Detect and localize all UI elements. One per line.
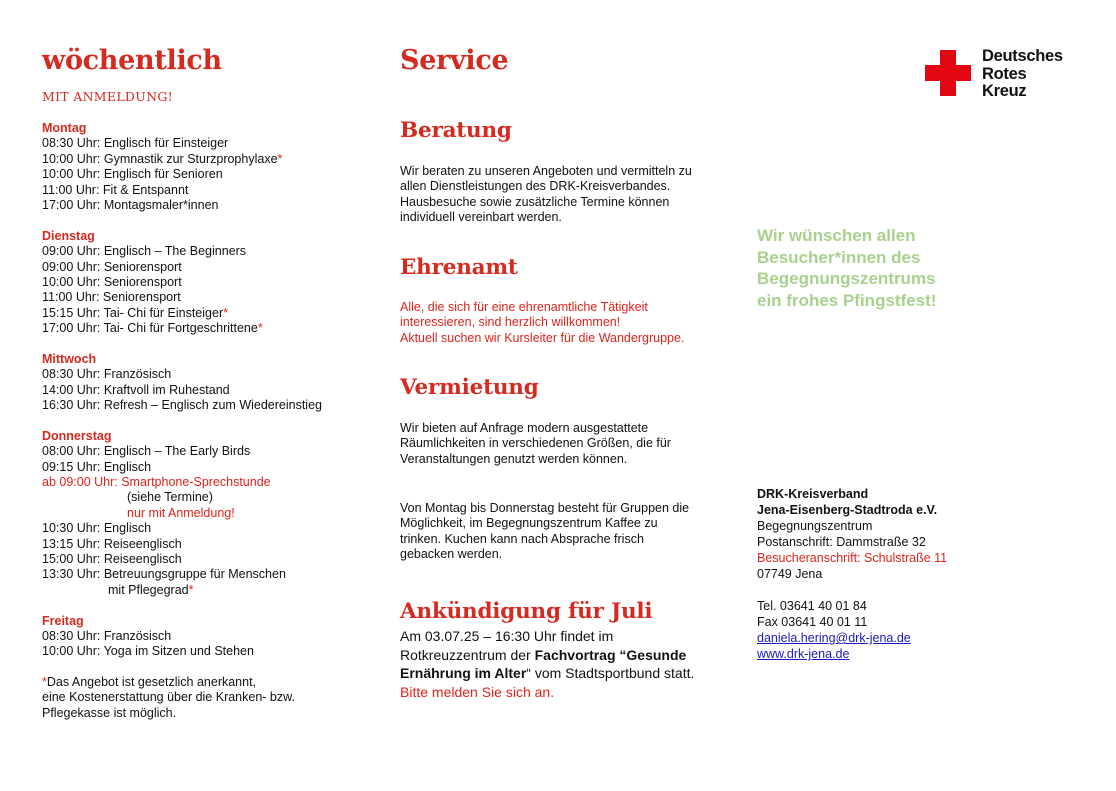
day-friday: Freitag xyxy=(42,613,84,628)
beratung-heading: Beratung xyxy=(400,118,512,143)
weekly-title: wöchentlich xyxy=(42,45,222,76)
registration-required-note: nur mit Anmeldung! xyxy=(127,505,235,520)
vermietung-text: Wir bieten auf Anfrage modern ausgestattete Räumlichkeiten in verschiedenen Größen, die für Veranstaltungen genutzt werden können. xyxy=(400,421,671,466)
registration-note: MIT ANMELDUNG! xyxy=(42,89,173,104)
announcement-heading: Ankündigung für Juli xyxy=(400,599,653,624)
list-item: 09:00 Uhr: Seniorensport xyxy=(42,259,182,274)
list-item: 13:15 Uhr: Reiseenglisch xyxy=(42,536,182,551)
announcement-text: Am 03.07.25 – 16:30 Uhr findet im Rotkreuzzentrum der Fachvortrag “Gesunde Ernährung im Alter“ vom Stadtsportbund statt. Bitte melden Sie sich an. xyxy=(400,628,695,700)
red-cross-icon xyxy=(925,50,971,96)
list-item: 08:00 Uhr: Englisch – The Early Birds xyxy=(42,444,251,459)
list-item: 14:00 Uhr: Kraftvoll im Ruhestand xyxy=(42,382,230,397)
day-thursday: Donnerstag xyxy=(42,428,112,443)
day-monday: Montag xyxy=(42,121,87,135)
list-item: 11:00 Uhr: Seniorensport xyxy=(42,290,181,305)
day-tuesday: Dienstag xyxy=(42,228,95,243)
place-name: Begegnungszentrum xyxy=(757,519,873,533)
list-item: 08:30 Uhr: Französisch xyxy=(42,628,172,643)
list-item: 17:00 Uhr: Montagsmaler*innen xyxy=(42,197,219,212)
list-item: 09:00 Uhr: Englisch – The Beginners xyxy=(42,244,247,259)
list-item: 10:00 Uhr: Seniorensport xyxy=(42,274,182,289)
see-dates-note: (siehe Termine) xyxy=(127,490,213,505)
list-item: 11:00 Uhr: Fit & Entspannt xyxy=(42,182,189,197)
org-name-line2: Jena-Eisenberg-Stadtroda e.V. xyxy=(757,503,938,517)
ehrenamt-heading: Ehrenamt xyxy=(400,255,518,280)
city: 07749 Jena xyxy=(757,567,823,581)
cafe-text: Von Montag bis Donnerstag besteht für Gruppen die Möglichkeit, im Begegnungszentrum Kaffee zu trinken. Kuchen kann nach Absprache frisch gebacken werden. xyxy=(400,501,690,562)
phone: Tel. 03641 40 01 84 xyxy=(757,599,867,613)
list-item: 10:30 Uhr: Englisch xyxy=(42,521,152,536)
email-link[interactable]: daniela.hering@drk-jena.de xyxy=(757,631,911,645)
fax: Fax 03641 40 01 11 xyxy=(757,615,868,629)
list-item: 17:00 Uhr: Tai- Chi für Fortgeschrittene* xyxy=(42,321,263,336)
list-item: 10:00 Uhr: Gymnastik zur Sturzprophylaxe* xyxy=(42,151,283,166)
postal-address: Postanschrift: Dammstraße 32 xyxy=(757,535,926,549)
visitor-address: Besucheranschrift: Schulstraße 11 xyxy=(757,551,948,565)
drk-logo xyxy=(925,48,1073,100)
footnote: *Das Angebot ist gesetzlich anerkannt, xyxy=(42,675,257,690)
beratung-text: Wir beraten zu unseren Angeboten und vermitteln zu allen Dienstleistungen des DRK-Kreisverbandes. Hausbesuche sowie zusätzliche Termine können individuell vereinbart werden. xyxy=(400,164,692,225)
list-item: 13:30 Uhr: Betreuungsgruppe für Menschen xyxy=(42,567,286,582)
holiday-greeting: Wir wünschen allen Besucher*innen des Begegnungszentrums ein frohes Pfingstfest! xyxy=(757,226,937,310)
smartphone-consultation: ab 09:00 Uhr: Smartphone-Sprechstunde xyxy=(42,474,271,489)
footnote-line: Pflegekasse ist möglich. xyxy=(42,705,177,720)
ehrenamt-text: Alle, die sich für eine ehrenamtliche Tätigkeit interessieren, sind herzlich willkommen! Aktuell suchen wir Kursleiter für die Wandergruppe. xyxy=(400,300,685,345)
list-item: 08:30 Uhr: Französisch xyxy=(42,367,172,382)
list-item: 16:30 Uhr: Refresh – Englisch zum Wiedereinstieg xyxy=(42,398,322,413)
list-item: 09:15 Uhr: Englisch xyxy=(42,459,152,474)
logo-text: Deutsches Rotes Kreuz xyxy=(982,47,1063,100)
org-name: DRK-Kreisverband xyxy=(757,487,869,501)
footnote-line: eine Kostenerstattung über die Kranken- bzw. xyxy=(42,690,295,705)
website-link[interactable]: www.drk-jena.de xyxy=(757,647,850,661)
list-item: 08:30 Uhr: Englisch für Einsteiger xyxy=(42,136,229,151)
list-item: 10:00 Uhr: Englisch für Senioren xyxy=(42,167,223,182)
list-item-continued: mit Pflegegrad* xyxy=(108,582,194,597)
list-item: 15:15 Uhr: Tai- Chi für Einsteiger* xyxy=(42,305,228,320)
day-wednesday: Mittwoch xyxy=(42,351,97,366)
service-title: Service xyxy=(400,45,509,76)
list-item: 15:00 Uhr: Reiseenglisch xyxy=(42,551,182,566)
vermietung-heading: Vermietung xyxy=(400,375,539,400)
list-item: 10:00 Uhr: Yoga im Sitzen und Stehen xyxy=(42,644,254,659)
schedule xyxy=(42,121,322,721)
contact-block xyxy=(757,486,947,662)
